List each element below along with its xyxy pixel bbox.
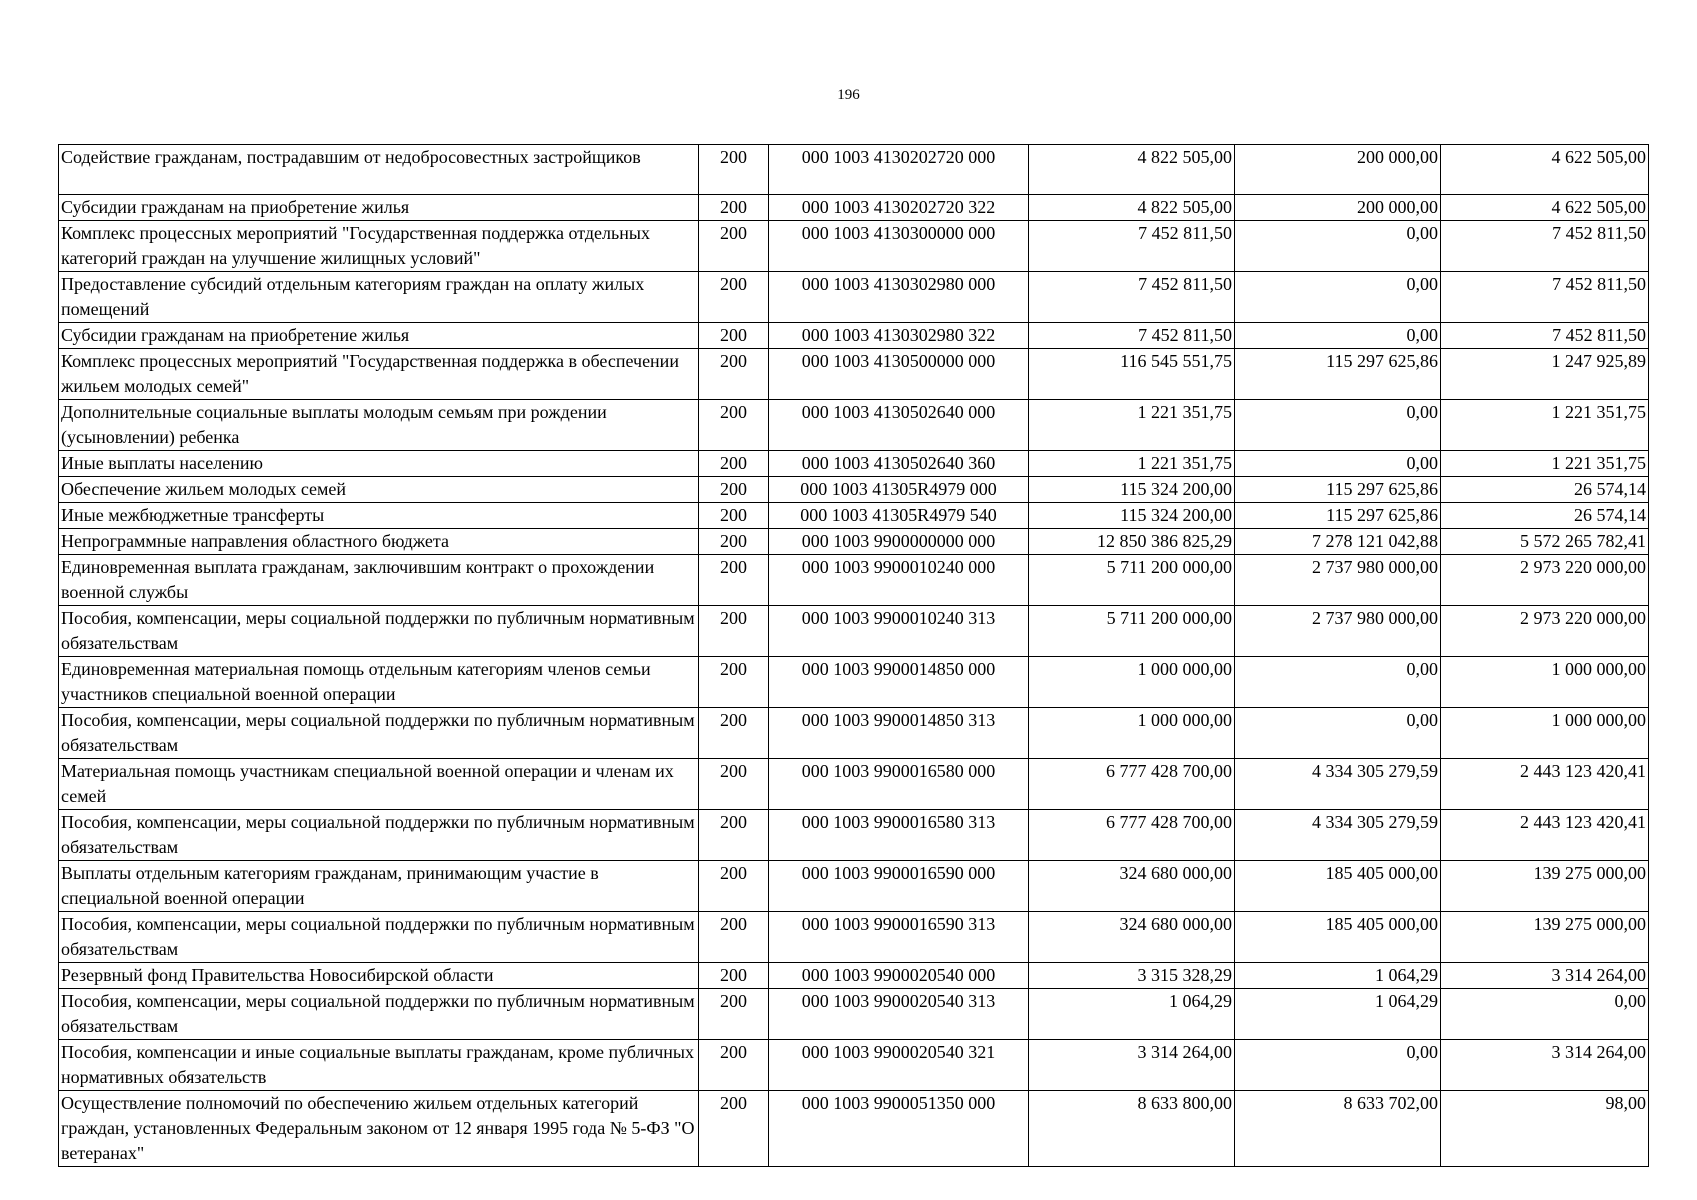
row-approved: 12 850 386 825,29 [1029,529,1235,555]
row-code: 200 [699,195,769,221]
row-unexecuted: 1 221 351,75 [1441,400,1649,451]
row-approved: 4 822 505,00 [1029,145,1235,195]
row-executed: 2 737 980 000,00 [1235,555,1441,606]
row-approved: 5 711 200 000,00 [1029,606,1235,657]
row-name: Единовременная выплата гражданам, заключившим контракт о прохождении военной службы [59,555,699,606]
row-kbk: 000 1003 4130300000 000 [769,221,1029,272]
row-kbk: 000 1003 4130502640 000 [769,400,1029,451]
row-executed: 0,00 [1235,657,1441,708]
row-name: Иные выплаты населению [59,451,699,477]
table-row [59,989,1649,1040]
row-approved: 6 777 428 700,00 [1029,759,1235,810]
row-code: 200 [699,221,769,272]
row-code: 200 [699,323,769,349]
row-name: Материальная помощь участникам специальной военной операции и членам их семей [59,759,699,810]
row-code: 200 [699,400,769,451]
row-name: Выплаты отдельным категориям гражданам, принимающим участие в специальной военной операции [59,861,699,912]
row-approved: 3 315 328,29 [1029,963,1235,989]
row-unexecuted: 7 452 811,50 [1441,221,1649,272]
row-kbk: 000 1003 9900016590 000 [769,861,1029,912]
row-kbk: 000 1003 9900016580 000 [769,759,1029,810]
row-unexecuted: 4 622 505,00 [1441,195,1649,221]
row-kbk: 000 1003 9900020540 000 [769,963,1029,989]
row-unexecuted: 7 452 811,50 [1441,272,1649,323]
row-unexecuted: 1 000 000,00 [1441,708,1649,759]
row-approved: 8 633 800,00 [1029,1091,1235,1167]
row-kbk: 000 1003 4130202720 322 [769,195,1029,221]
row-unexecuted: 7 452 811,50 [1441,323,1649,349]
row-executed: 4 334 305 279,59 [1235,759,1441,810]
row-code: 200 [699,1091,769,1167]
row-approved: 7 452 811,50 [1029,221,1235,272]
row-approved: 1 064,29 [1029,989,1235,1040]
row-kbk: 000 1003 4130202720 000 [769,145,1029,195]
row-executed: 1 064,29 [1235,963,1441,989]
row-unexecuted: 3 314 264,00 [1441,963,1649,989]
row-name: Субсидии гражданам на приобретение жилья [59,323,699,349]
row-approved: 1 000 000,00 [1029,708,1235,759]
row-kbk: 000 1003 9900020540 313 [769,989,1029,1040]
row-name: Непрограммные направления областного бюджета [59,529,699,555]
budget-table [58,144,1649,1167]
table-row [59,708,1649,759]
row-name: Иные межбюджетные трансферты [59,503,699,529]
row-name: Осуществление полномочий по обеспечению жильем отдельных категорий граждан, установленных Федеральным законом от 12 января 1995 года № 5-ФЗ "О ветеранах" [59,1091,699,1167]
row-unexecuted: 1 247 925,89 [1441,349,1649,400]
row-approved: 1 000 000,00 [1029,657,1235,708]
row-kbk: 000 1003 9900014850 000 [769,657,1029,708]
row-kbk: 000 1003 4130302980 000 [769,272,1029,323]
table-row [59,529,1649,555]
row-code: 200 [699,145,769,195]
row-kbk: 000 1003 41305R4979 000 [769,477,1029,503]
row-executed: 200 000,00 [1235,195,1441,221]
row-kbk: 000 1003 9900020540 321 [769,1040,1029,1091]
row-code: 200 [699,555,769,606]
table-row [59,503,1649,529]
table-row [59,759,1649,810]
row-unexecuted: 5 572 265 782,41 [1441,529,1649,555]
row-unexecuted: 2 443 123 420,41 [1441,810,1649,861]
row-kbk: 000 1003 9900010240 313 [769,606,1029,657]
table-row [59,1091,1649,1167]
row-name: Единовременная материальная помощь отдельным категориям членов семьи участников специальной военной операции [59,657,699,708]
row-unexecuted: 3 314 264,00 [1441,1040,1649,1091]
row-name: Пособия, компенсации, меры социальной поддержки по публичным нормативным обязательствам [59,912,699,963]
row-kbk: 000 1003 9900016590 313 [769,912,1029,963]
row-unexecuted: 26 574,14 [1441,477,1649,503]
row-code: 200 [699,657,769,708]
row-executed: 0,00 [1235,221,1441,272]
page-number: 196 [837,87,860,103]
row-code: 200 [699,963,769,989]
table-row [59,145,1649,195]
row-name: Пособия, компенсации, меры социальной поддержки по публичным нормативным обязательствам [59,708,699,759]
row-unexecuted: 26 574,14 [1441,503,1649,529]
row-code: 200 [699,1040,769,1091]
table-row [59,861,1649,912]
row-executed: 200 000,00 [1235,145,1441,195]
row-code: 200 [699,529,769,555]
row-kbk: 000 1003 9900000000 000 [769,529,1029,555]
row-kbk: 000 1003 9900051350 000 [769,1091,1029,1167]
row-name: Резервный фонд Правительства Новосибирской области [59,963,699,989]
table-row [59,323,1649,349]
row-executed: 185 405 000,00 [1235,912,1441,963]
row-approved: 116 545 551,75 [1029,349,1235,400]
row-code: 200 [699,606,769,657]
row-executed: 0,00 [1235,708,1441,759]
row-code: 200 [699,759,769,810]
row-name: Комплекс процессных мероприятий "Государственная поддержка отдельных категорий граждан на улучшение жилищных условий" [59,221,699,272]
row-unexecuted: 1 000 000,00 [1441,657,1649,708]
row-executed: 4 334 305 279,59 [1235,810,1441,861]
row-approved: 324 680 000,00 [1029,861,1235,912]
row-executed: 185 405 000,00 [1235,861,1441,912]
row-unexecuted: 98,00 [1441,1091,1649,1167]
row-approved: 324 680 000,00 [1029,912,1235,963]
row-name: Пособия, компенсации, меры социальной поддержки по публичным нормативным обязательствам [59,810,699,861]
row-approved: 4 822 505,00 [1029,195,1235,221]
row-unexecuted: 1 221 351,75 [1441,451,1649,477]
row-code: 200 [699,477,769,503]
row-executed: 0,00 [1235,451,1441,477]
row-approved: 7 452 811,50 [1029,323,1235,349]
row-approved: 115 324 200,00 [1029,503,1235,529]
row-name: Комплекс процессных мероприятий "Государственная поддержка в обеспечении жильем молодых семей" [59,349,699,400]
table-row [59,349,1649,400]
row-name: Обеспечение жильем молодых семей [59,477,699,503]
row-executed: 0,00 [1235,1040,1441,1091]
row-name: Дополнительные социальные выплаты молодым семьям при рождении (усыновлении) ребенка [59,400,699,451]
row-kbk: 000 1003 9900016580 313 [769,810,1029,861]
row-executed: 115 297 625,86 [1235,477,1441,503]
row-unexecuted: 2 443 123 420,41 [1441,759,1649,810]
table-row [59,477,1649,503]
row-executed: 0,00 [1235,400,1441,451]
row-unexecuted: 0,00 [1441,989,1649,1040]
row-approved: 3 314 264,00 [1029,1040,1235,1091]
row-unexecuted: 139 275 000,00 [1441,861,1649,912]
row-code: 200 [699,989,769,1040]
row-unexecuted: 2 973 220 000,00 [1441,555,1649,606]
row-code: 200 [699,810,769,861]
row-name: Субсидии гражданам на приобретение жилья [59,195,699,221]
row-executed: 115 297 625,86 [1235,349,1441,400]
row-code: 200 [699,708,769,759]
row-unexecuted: 4 622 505,00 [1441,145,1649,195]
row-code: 200 [699,349,769,400]
row-code: 200 [699,272,769,323]
row-executed: 115 297 625,86 [1235,503,1441,529]
table-row [59,963,1649,989]
row-code: 200 [699,503,769,529]
row-kbk: 000 1003 9900010240 000 [769,555,1029,606]
table-row [59,555,1649,606]
row-name: Пособия, компенсации, меры социальной поддержки по публичным нормативным обязательствам [59,989,699,1040]
table-row [59,221,1649,272]
row-name: Содействие гражданам, пострадавшим от недобросовестных застройщиков [59,145,699,195]
row-kbk: 000 1003 4130500000 000 [769,349,1029,400]
row-executed: 0,00 [1235,323,1441,349]
row-unexecuted: 2 973 220 000,00 [1441,606,1649,657]
table-row [59,451,1649,477]
row-executed: 2 737 980 000,00 [1235,606,1441,657]
row-code: 200 [699,451,769,477]
row-name: Пособия, компенсации и иные социальные выплаты гражданам, кроме публичных нормативных обязательств [59,1040,699,1091]
row-kbk: 000 1003 9900014850 313 [769,708,1029,759]
row-executed: 0,00 [1235,272,1441,323]
row-name: Пособия, компенсации, меры социальной поддержки по публичным нормативным обязательствам [59,606,699,657]
row-approved: 1 221 351,75 [1029,451,1235,477]
row-approved: 5 711 200 000,00 [1029,555,1235,606]
table-row [59,272,1649,323]
row-kbk: 000 1003 41305R4979 540 [769,503,1029,529]
row-code: 200 [699,861,769,912]
row-approved: 1 221 351,75 [1029,400,1235,451]
table-row [59,400,1649,451]
row-unexecuted: 139 275 000,00 [1441,912,1649,963]
row-approved: 7 452 811,50 [1029,272,1235,323]
row-name: Предоставление субсидий отдельным категориям граждан на оплату жилых помещений [59,272,699,323]
row-code: 200 [699,912,769,963]
row-kbk: 000 1003 4130302980 322 [769,323,1029,349]
table-row [59,195,1649,221]
row-approved: 115 324 200,00 [1029,477,1235,503]
row-executed: 7 278 121 042,88 [1235,529,1441,555]
table-row [59,657,1649,708]
table-row [59,606,1649,657]
row-kbk: 000 1003 4130502640 360 [769,451,1029,477]
row-executed: 1 064,29 [1235,989,1441,1040]
table-row [59,912,1649,963]
table-row [59,1040,1649,1091]
row-approved: 6 777 428 700,00 [1029,810,1235,861]
table-row [59,810,1649,861]
row-executed: 8 633 702,00 [1235,1091,1441,1167]
